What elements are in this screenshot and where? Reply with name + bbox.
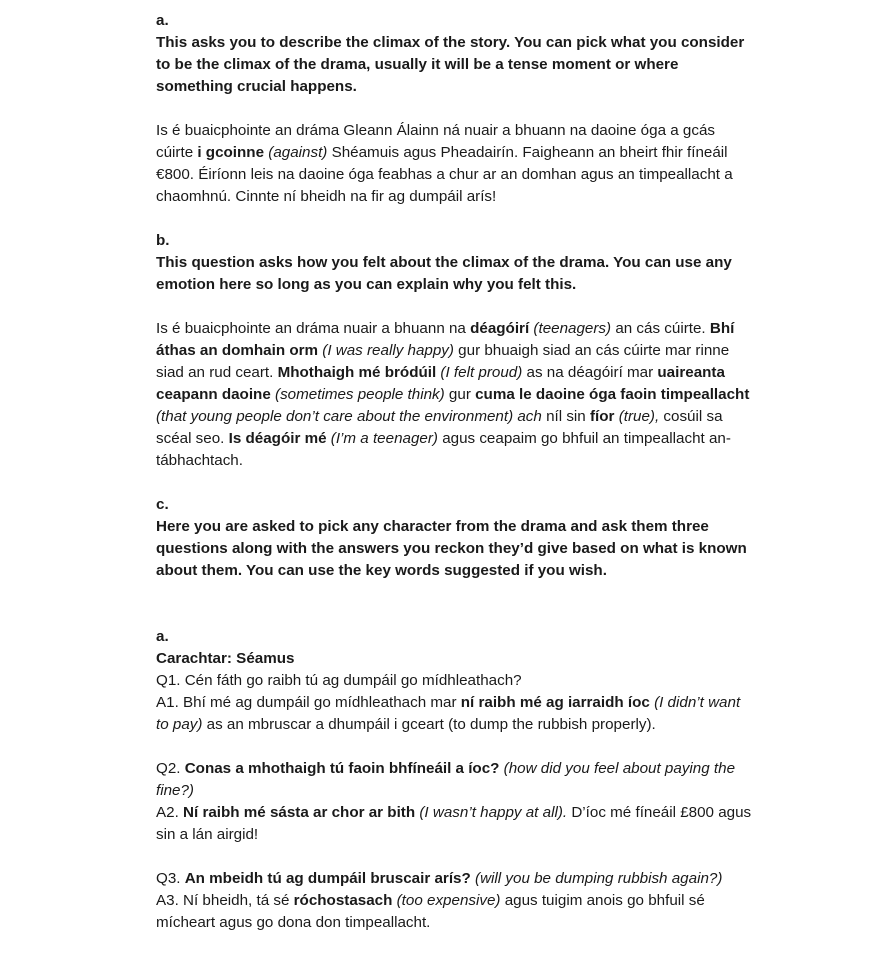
- text-run: (I didn’t want to pay): [156, 694, 741, 733]
- text-run: fíor: [589, 408, 615, 425]
- section-a-letter: a.: [156, 12, 169, 29]
- text-run: (against): [268, 144, 328, 161]
- text-run: Bhí áthas an domhain orm: [156, 320, 735, 359]
- question-3: [156, 868, 756, 890]
- text-run: Q1. Cén fáth go raibh tú ag dumpáil go mídhleathach?: [156, 672, 522, 689]
- text-run: níl sin: [541, 408, 590, 425]
- answer-1: [156, 692, 756, 736]
- text-run: D’íoc mé fíneáil £800 agus sin a lán airgid!: [156, 804, 752, 843]
- text-run: déagóirí: [470, 320, 530, 337]
- text-run: A1. Bhí mé ag dumpáil go mídhleathach mar: [156, 694, 461, 711]
- text-run: (will you be dumping rubbish again?): [475, 870, 723, 887]
- section-b-instruction: This question asks how you felt about the climax of the drama. You can use any emotion here so long as you can explain why you felt this.: [156, 254, 732, 293]
- text-run: A2.: [156, 804, 184, 821]
- section-b-letter: b.: [156, 232, 170, 249]
- text-run: Q2.: [156, 760, 185, 777]
- question-1: [156, 670, 756, 692]
- text-run: Shéamuis agus Pheadairín. Faigheann an bheirt fhir fíneáil €800. Éiríonn leis na daoine óga feabhas a chur ar an domhan agus an timpeallacht a chaomhnú. Cinnte ní bheidh na fir ag dumpáil arís!: [156, 144, 733, 205]
- text-run: Is é buaicphointe an dráma Gleann Álainn ná nuair a bhuann na daoine óga a gcás cúirte: [156, 122, 715, 161]
- text-run: (sometimes people think): [275, 386, 445, 403]
- text-run: as an mbruscar a dhumpáil i gceart (to dump the rubbish properly).: [202, 716, 656, 733]
- text-run: ní raibh mé ag iarraidh íoc: [460, 694, 650, 711]
- section-c-instruction: Here you are asked to pick any character from the drama and ask them three questions along with the answers you reckon they’d give based on what is known about them. You can use the key words suggested if you wish.: [156, 518, 747, 579]
- text-run: róchostasach: [293, 892, 393, 909]
- section-c-letter: c.: [156, 496, 169, 513]
- text-run: uaireanta ceapann daoine: [156, 364, 725, 403]
- text-run: (how did you feel about paying the fine?): [156, 760, 736, 799]
- text-run: (too expensive): [396, 892, 501, 909]
- text-run: agus ceapaim go bhfuil an timpeallacht an-tábhachtach.: [156, 430, 731, 469]
- document-page: [156, 10, 756, 934]
- text-run: An mbeidh tú ag dumpáil bruscair arís?: [184, 870, 471, 887]
- text-run: (true),: [618, 408, 660, 425]
- text-run: Is déagóir mé: [228, 430, 327, 447]
- answer-3: [156, 890, 756, 934]
- text-run: agus tuigim anois go bhfuil sé mícheart agus go dona don timpeallacht.: [156, 892, 705, 931]
- text-run: Is é buaicphointe an dráma nuair a bhuann na: [156, 320, 471, 337]
- text-run: Ní raibh mé sásta ar chor ar bith: [183, 804, 416, 821]
- text-run: (I’m a teenager): [330, 430, 438, 447]
- text-run: (that young people don’t care about the environment) ach: [156, 408, 542, 425]
- section-b-answer: [156, 318, 756, 472]
- text-run: gur: [444, 386, 476, 403]
- text-run: an cás cúirte.: [611, 320, 710, 337]
- text-run: A3. Ní bheidh, tá sé: [156, 892, 294, 909]
- text-run: (I felt proud): [440, 364, 523, 381]
- text-run: cosúil sa scéal seo.: [156, 408, 723, 447]
- text-run: (I wasn’t happy at all).: [419, 804, 568, 821]
- text-run: cuma le daoine óga faoin timpeallacht: [475, 386, 750, 403]
- section-a-answer: [156, 120, 756, 208]
- text-run: Mhothaigh mé bródúil: [277, 364, 437, 381]
- text-run: gur bhuaigh siad an cás cúirte mar rinne siad an rud ceart.: [156, 342, 730, 381]
- text-run: Q3.: [156, 870, 185, 887]
- question-2: [156, 758, 756, 802]
- section-a-instruction: This asks you to describe the climax of the story. You can pick what you consider to be the climax of the drama, usually it will be a tense moment or where something crucial happens.: [156, 34, 745, 95]
- text-run: Conas a mhothaigh tú faoin bhfíneáil a íoc?: [184, 760, 500, 777]
- sample-letter: a.: [156, 628, 169, 645]
- answer-2: [156, 802, 756, 846]
- character-heading: Carachtar: Séamus: [156, 650, 295, 667]
- text-run: i gcoinne: [197, 144, 265, 161]
- text-run: as na déagóirí mar: [522, 364, 658, 381]
- text-run: (teenagers): [533, 320, 612, 337]
- text-run: (I was really happy): [322, 342, 454, 359]
